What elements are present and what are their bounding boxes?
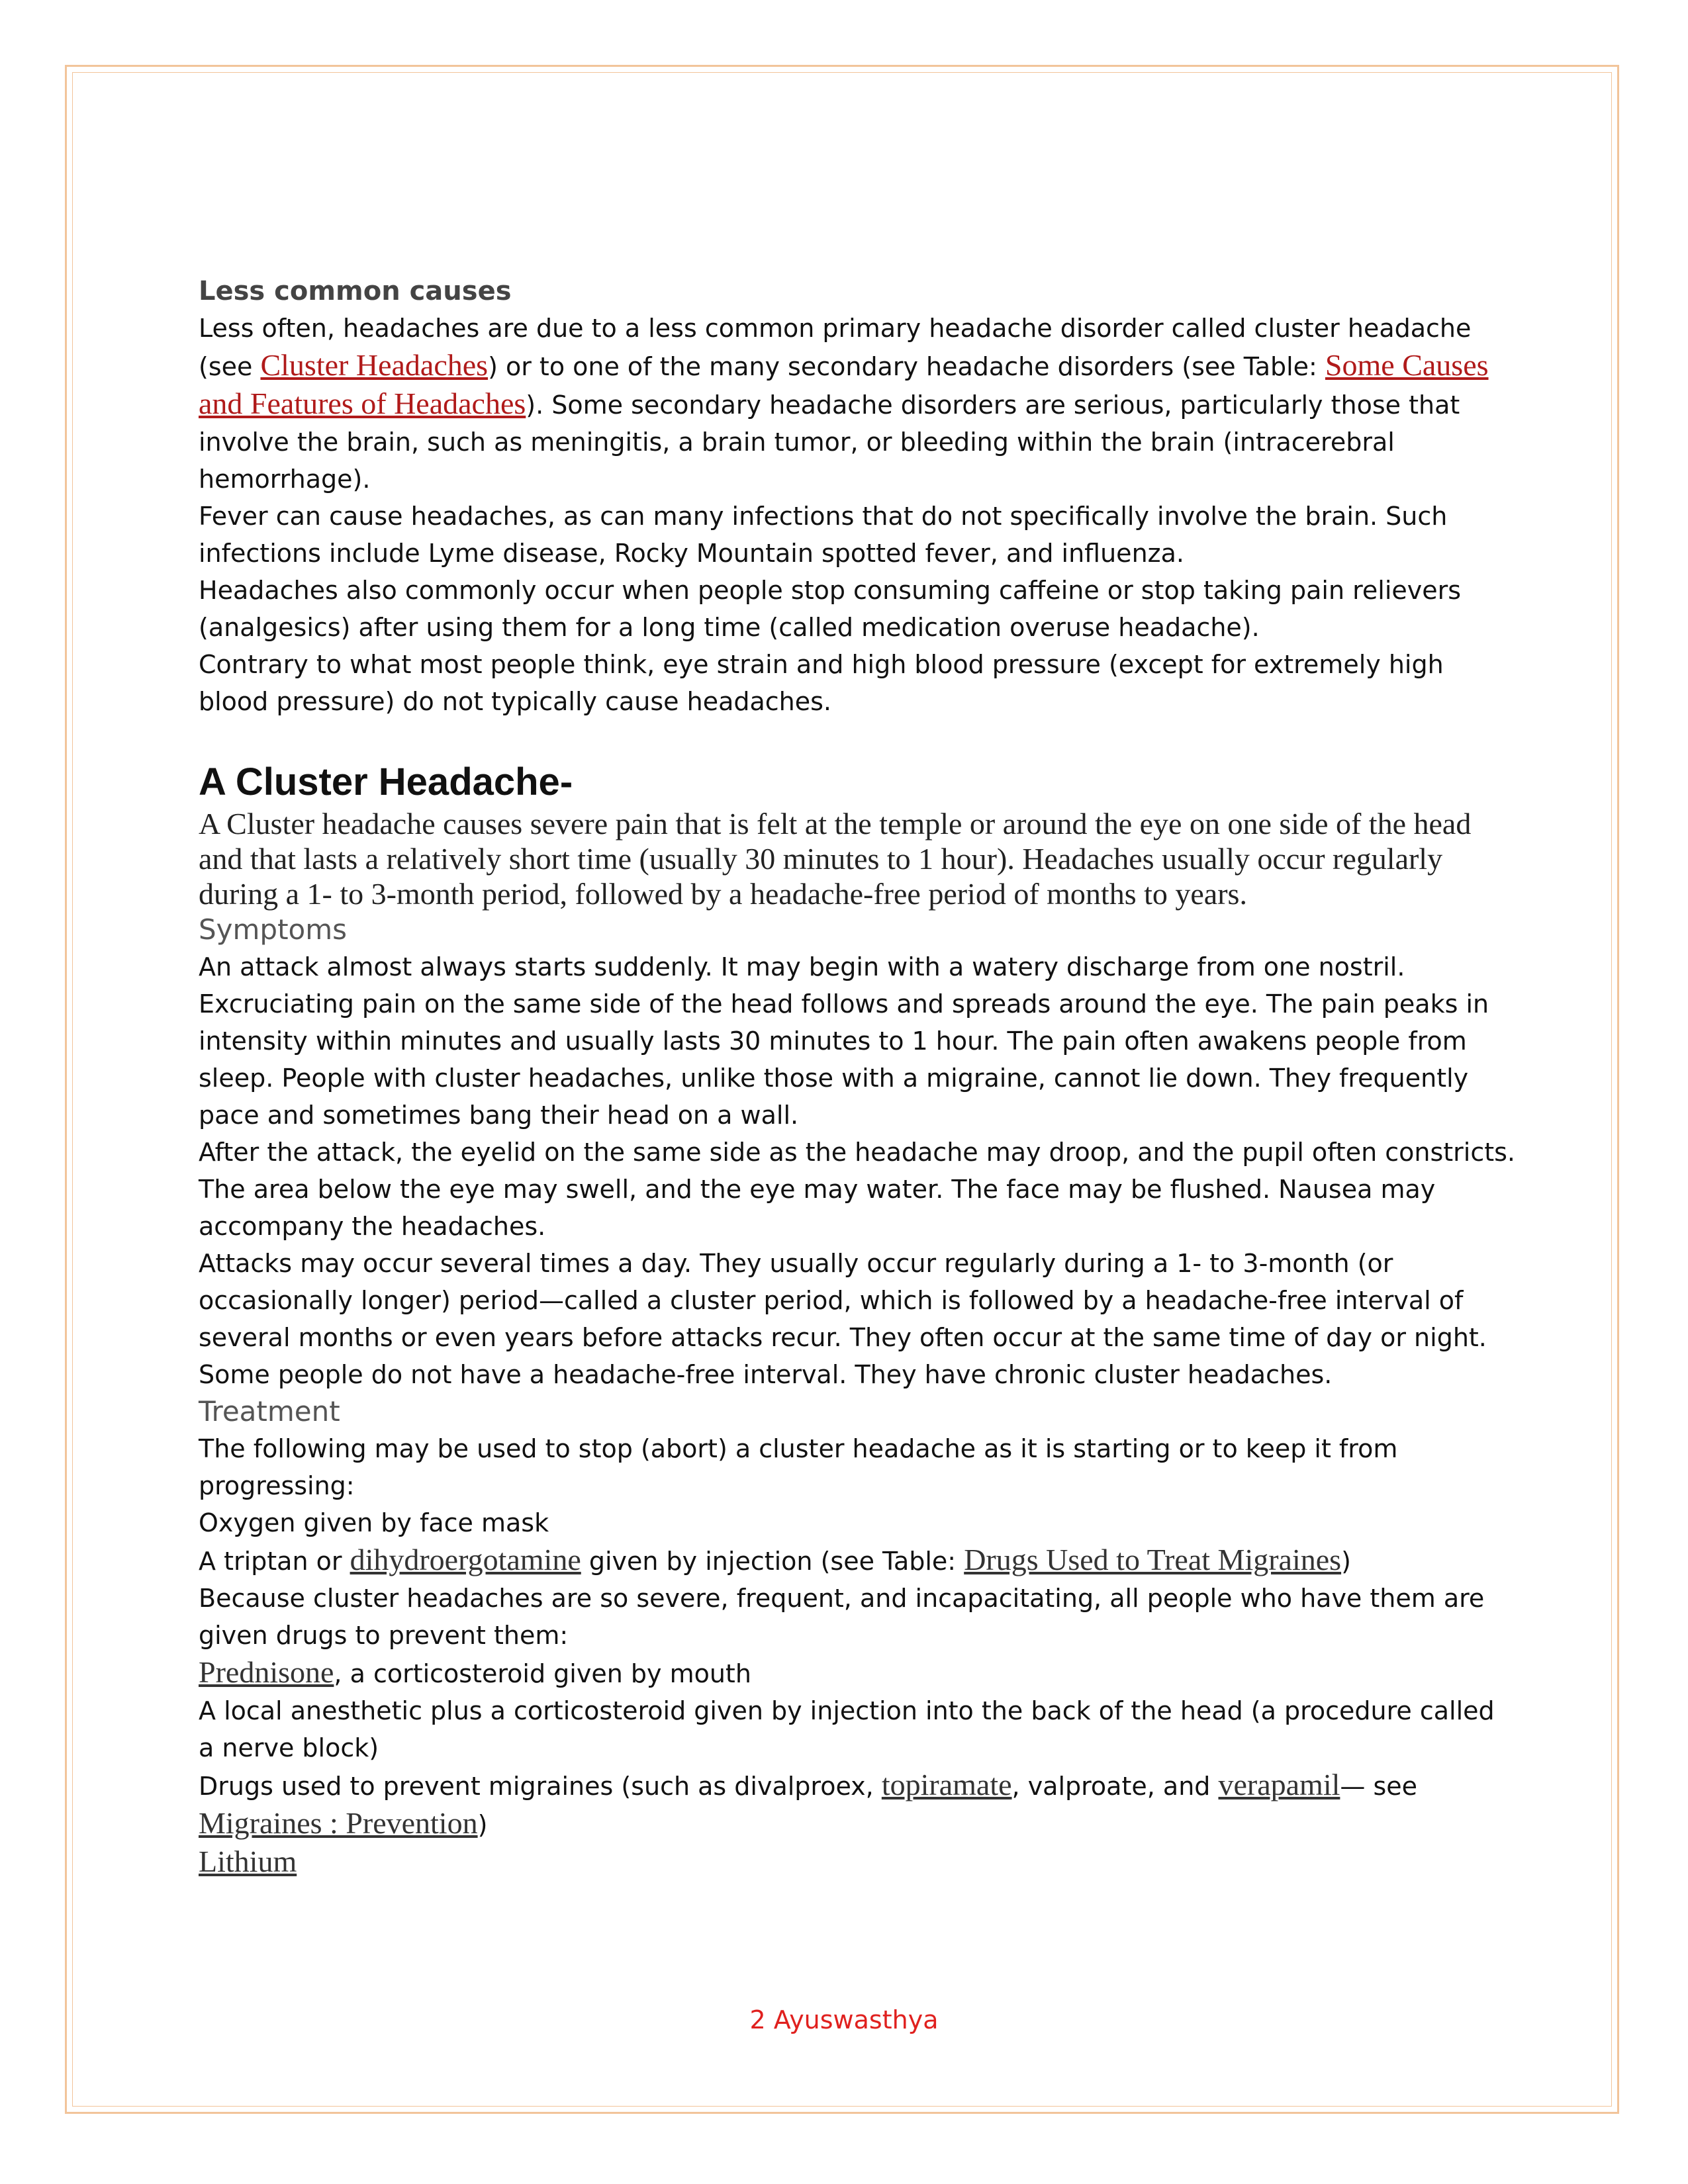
treatment-paragraph-3 [199,1541,1516,1580]
dihydroergotamine-link[interactable]: dihydroergotamine [350,1543,581,1576]
text-run: ) or to one of the many secondary headache disorders (see Table: [488,352,1325,381]
symptoms-paragraph-1: An attack almost always starts suddenly. It may begin with a watery discharge from one nostril. Excruciating pain on the same side of the head follows and spreads around the eye. The pain peaks in intensity within minutes and usually lasts 30 minutes to 1 hour. The pain often awakens people from sleep. People with cluster headaches, unlike those with a migraine, cannot lie down. They frequently pace and sometimes bang their head on a wall. [199,952,1489,1130]
treatment-paragraph-7 [199,1766,1516,1843]
causes-features-table-link[interactable]: Some Causes and Features of Headaches [199,348,1489,420]
topiramate-link[interactable]: topiramate [881,1768,1012,1801]
text-run: A triptan or [199,1547,350,1576]
treatment-paragraph-4: Because cluster headaches are so severe, frequent, and incapacitating, all people who have them are given drugs to prevent them: [199,1584,1485,1650]
less-common-paragraph-3: Headaches also commonly occur when people stop consuming caffeine or stop taking pain relievers (analgesics) after using them for a long time (called medication overuse headache). [199,576,1462,642]
less-common-paragraph-1 [199,310,1516,498]
lithium-link[interactable]: Lithium [199,1844,297,1878]
page-footer: 2 Ayuswasthya [749,2005,939,2034]
text-run: , valproate, and [1011,1772,1219,1801]
drugs-migraines-table-link[interactable]: Drugs Used to Treat Migraines [964,1543,1342,1576]
treatment-paragraph-1: The following may be used to stop (abort) a cluster headache as it is starting or to keep it from progressing: [199,1434,1398,1500]
symptoms-heading: Symptoms [199,913,348,946]
cluster-headaches-link[interactable]: Cluster Headaches [260,348,489,382]
text-run: , a corticosteroid given by mouth [334,1659,751,1688]
symptoms-paragraph-2: After the attack, the eyelid on the same side as the headache may droop, and the pupil often constricts. The area below the eye may swell, and the eye may water. The face may be flushed. Nausea may accompany the headaches. [199,1138,1516,1241]
text-run: — see [1340,1772,1418,1801]
treatment-paragraph-2: Oxygen given by face mask [199,1508,549,1537]
treatment-paragraph-8 [199,1843,1516,1882]
document-content [199,273,1516,1882]
text-run: ). Some secondary headache disorders are serious, particularly those that involve the brain, such as meningitis, a brain tumor, or bleeding within the brain (intracerebral hemorrhage). [199,390,1460,494]
verapamil-link[interactable]: verapamil [1218,1768,1340,1801]
cluster-headache-heading: A Cluster Headache- [199,760,573,803]
symptoms-paragraph-3: Attacks may occur several times a day. They usually occur regularly during a 1- to 3-month (or occasionally longer) period—called a cluster period, which is followed by a headache-free interval of several months or even years before attacks recur. They often occur at the same time of day or night. Some people do not have a headache-free interval. They have chronic cluster headaches. [199,1249,1487,1389]
text-run: ) [1341,1547,1351,1576]
treatment-heading: Treatment [199,1395,340,1428]
migraines-prevention-link[interactable]: Migraines : Prevention [199,1806,478,1840]
text-run: given by injection (see Table: [581,1547,964,1576]
text-run: Drugs used to prevent migraines (such as divalproex, [199,1772,882,1801]
less-common-causes-heading: Less common causes [199,276,512,306]
prednisone-link[interactable]: Prednisone [199,1655,334,1689]
cluster-headache-intro: A Cluster headache causes severe pain that is felt at the temple or around the eye on one side of the head and that lasts a relatively short time (usually 30 minutes to 1 hour). Headaches usually occur regularly during a 1- to 3-month period, followed by a headache-free period of months to years. [199,807,1472,911]
treatment-paragraph-5 [199,1654,1516,1692]
text-run: Less often, headaches are due to a less common primary headache disorder called cluster headache (see [199,314,1472,381]
less-common-paragraph-4: Contrary to what most people think, eye strain and high blood pressure (except for extremely high blood pressure) do not typically cause headaches. [199,650,1444,716]
less-common-paragraph-2: Fever can cause headaches, as can many infections that do not specifically involve the brain. Such infections include Lyme disease, Rocky Mountain spotted fever, and influenza. [199,502,1448,568]
text-run: ) [477,1810,488,1839]
treatment-paragraph-6: A local anesthetic plus a corticosteroid given by injection into the back of the head (a procedure called a nerve block) [199,1696,1495,1762]
